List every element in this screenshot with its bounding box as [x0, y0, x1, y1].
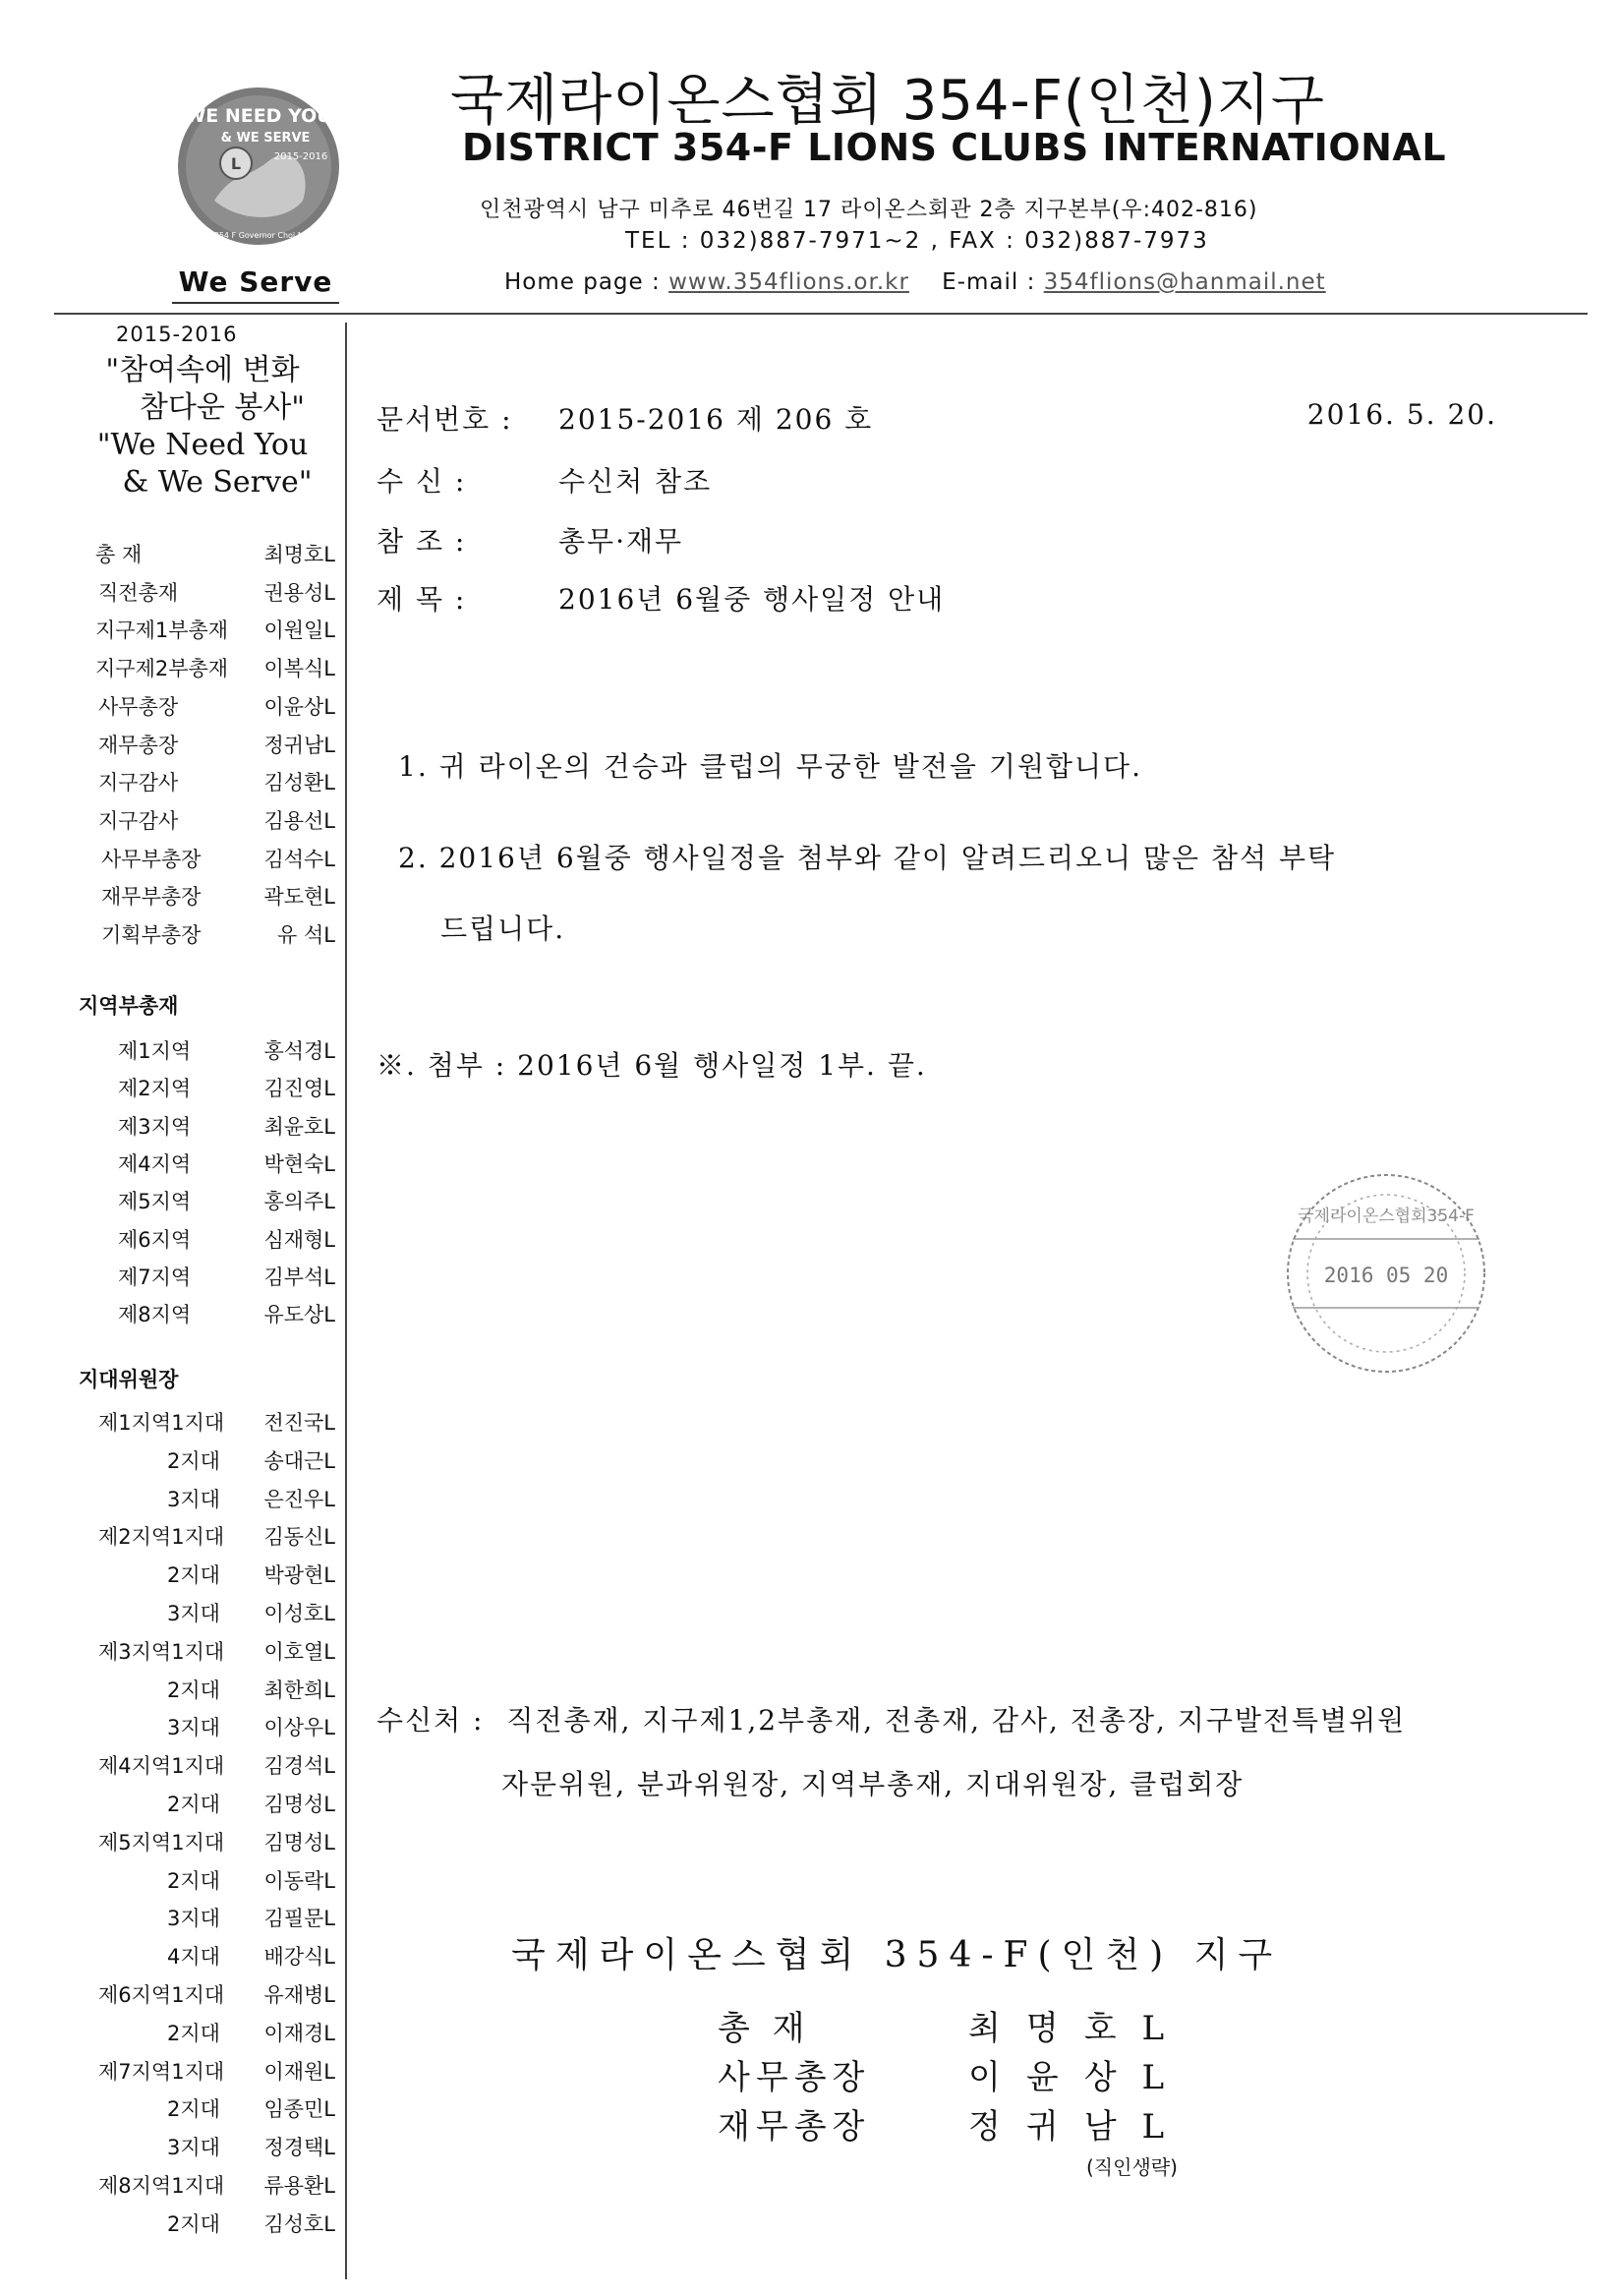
signer-row — [718, 2050, 1229, 2097]
sidebar-row-title: 2지대 — [167, 1563, 220, 1588]
sidebar-row-name: 홍석경L — [263, 1039, 335, 1063]
slogan-line: 참다운 봉사" — [139, 390, 306, 425]
sidebar-row — [74, 2132, 335, 2169]
sidebar-row-name: 류용환L — [263, 2174, 335, 2198]
sidebar-row-name: 정경택L — [263, 2136, 335, 2160]
sidebar-row-name: 김부석L — [263, 1265, 335, 1289]
signer-row — [718, 2001, 1229, 2048]
sidebar-row-title: 제1지역1지대 — [98, 1411, 225, 1435]
recipient: 수신처 참조 — [558, 465, 713, 498]
sidebar-year: 2015-2016 — [116, 323, 238, 346]
sidebar-row-title: 지구제1부총재 — [95, 618, 229, 643]
sidebar-row-name: 유 석L — [277, 923, 335, 947]
svg-text:2016 05 20: 2016 05 20 — [1323, 1264, 1449, 1287]
svg-text:국제라이온스협회354-F: 국제라이온스협회354-F — [1298, 1207, 1475, 1226]
signer-title: 사무총장 — [718, 2058, 871, 2097]
sidebar-row — [74, 2170, 335, 2208]
sidebar-row-name: 이동락L — [263, 1868, 335, 1893]
sidebar-row — [74, 1484, 335, 1521]
subject: 2016년 6월중 행사일정 안내 — [558, 583, 946, 616]
sidebar-row-title: 제8지역1지대 — [98, 2174, 225, 2198]
sidebar-row — [74, 577, 335, 615]
sidebar-row-title: 2지대 — [167, 1793, 220, 1816]
sidebar-row-name: 박현숙L — [263, 1151, 335, 1176]
sidebar-row-name: 김필문L — [263, 1907, 335, 1931]
sidebar-row-title: 3지대 — [167, 1487, 220, 1511]
sidebar-row-name: 전진국L — [263, 1411, 335, 1435]
paragraph-2: 2. 2016년 6월중 행사일정을 첨부와 같이 알려드리오니 많은 참석 부탁 — [398, 842, 1337, 874]
sidebar-row-title: 사무부총장 — [101, 847, 202, 871]
sidebar-row — [74, 1598, 335, 1635]
org-title-korean: 국제라이온스협회 354-F(인천)지구 — [450, 69, 1325, 133]
signer-name: 최명호L — [968, 2009, 1190, 2048]
sidebar-row — [74, 1636, 335, 1674]
sidebar-row — [74, 1299, 335, 1336]
paragraph-2-cont: 드립니다. — [440, 913, 566, 945]
sidebar-row-name: 이성호L — [263, 1602, 335, 1625]
paragraph-1: 1. 귀 라이온의 건승과 클럽의 무궁한 발전을 기원합니다. — [398, 750, 1142, 783]
slogan-line: & We Serve" — [122, 465, 313, 500]
sidebar-row-name: 박광현L — [263, 1563, 335, 1588]
sidebar-row — [74, 1750, 335, 1788]
homepage-label: Home page : — [504, 269, 669, 295]
sidebar-row-title: 2지대 — [167, 1678, 220, 1702]
sidebar-row-title: 제4지역1지대 — [98, 1754, 225, 1779]
tel-fax: TEL : 032)887-7971~2 , FAX : 032)887-7973 — [625, 228, 1209, 254]
sidebar-row — [74, 1521, 335, 1559]
sidebar-row-name: 김진영L — [263, 1077, 335, 1101]
sidebar-row-title: 재무총장 — [98, 733, 179, 757]
sidebar-row-name: 김명성L — [263, 1793, 335, 1816]
sidebar-row — [74, 1789, 335, 1826]
region-section-title: 지역부총재 — [79, 994, 179, 1018]
sidebar-row-name: 곽도현L — [263, 885, 335, 910]
sidebar-row — [74, 844, 335, 881]
web-contact — [504, 269, 1326, 295]
reference: 총무·재무 — [558, 525, 684, 558]
sidebar-row — [74, 1148, 335, 1186]
sidebar-row-name: 이원일L — [263, 618, 335, 643]
divider — [172, 302, 339, 304]
sidebar-row-title: 2지대 — [167, 2211, 220, 2236]
sidebar-row-title: 제5지역 — [118, 1190, 192, 1214]
doc-number: 2015-2016 제 206 호 — [558, 403, 874, 436]
email-label: E-mail : — [942, 269, 1044, 295]
sidebar-row-name: 최명호L — [263, 543, 335, 566]
sidebar-row-name: 최한희L — [263, 1678, 335, 1702]
recipients-row — [377, 1699, 1406, 1738]
sidebar-row-title: 제7지역 — [118, 1265, 192, 1289]
sidebar-row-name: 배강식L — [263, 1945, 335, 1970]
sidebar-row — [74, 539, 335, 576]
sidebar-row — [74, 919, 335, 957]
sidebar-row-name: 이재원L — [263, 2059, 335, 2084]
email-link[interactable]: 354flions@hanmail.net — [1043, 269, 1326, 295]
sidebar-row — [74, 1111, 335, 1148]
sidebar-row-name: 유재병L — [263, 1983, 335, 2007]
sidebar-row-title: 제1지역 — [118, 1039, 192, 1063]
sidebar-row — [74, 1827, 335, 1864]
sidebar-row-name: 김성호L — [263, 2211, 335, 2236]
sidebar-row — [74, 805, 335, 843]
homepage-link[interactable]: www.354flions.or.kr — [668, 269, 909, 295]
sidebar-row-title: 재무부총장 — [101, 885, 202, 910]
date-stamp — [1273, 1160, 1499, 1386]
sidebar-rule — [345, 323, 347, 2279]
sidebar-row-name: 이재경L — [263, 2021, 335, 2045]
sidebar-row-name: 이호열L — [263, 1639, 335, 1664]
attachment-note: ※. 첨부 : 2016년 6월 행사일정 1부. 끝. — [377, 1049, 927, 1082]
slogan — [61, 352, 344, 501]
sidebar-row — [74, 1035, 335, 1073]
signer-name: 정귀남L — [968, 2107, 1190, 2147]
sidebar-row — [74, 767, 335, 804]
doc-number-label: 문서번호 : — [377, 403, 513, 436]
address: 인천광역시 남구 미추로 46번길 17 라이온스회관 2층 지구본부(우:402-816) — [480, 198, 1258, 222]
sidebar-row — [74, 1224, 335, 1262]
sidebar-row-title: 직전총재 — [98, 580, 179, 605]
signer-name: 이윤상L — [968, 2058, 1190, 2097]
we-serve-label: We Serve — [178, 265, 333, 298]
signer-title: 총 재 — [718, 2009, 811, 2048]
sidebar-row — [74, 1445, 335, 1483]
sidebar-row — [74, 1865, 335, 1903]
sidebar-row-title: 3지대 — [167, 1907, 220, 1931]
sidebar-row-title: 2지대 — [167, 1868, 220, 1893]
sidebar-row-title: 지구감사 — [98, 808, 179, 833]
sidebar-row-name: 은진우L — [263, 1487, 335, 1511]
recipients-list-cont: 자문위원, 분과위원장, 지역부총재, 지대위원장, 클럽회장 — [501, 1768, 1245, 1800]
sidebar-row-title: 제4지역 — [118, 1151, 192, 1176]
sidebar-row-title: 제2지역 — [118, 1077, 192, 1101]
sidebar-row-title: 총 재 — [95, 543, 143, 566]
signer-title: 재무총장 — [718, 2107, 871, 2147]
reference-label: 참 조 : — [377, 525, 467, 558]
sidebar-row-title: 제3지역1지대 — [98, 1639, 225, 1664]
sidebar-row-title: 제8지역 — [118, 1303, 192, 1327]
sidebar-row-name: 이상우L — [263, 1716, 335, 1740]
slogan-line: "We Need You — [96, 428, 309, 462]
sidebar-row-title: 제2지역1지대 — [98, 1525, 225, 1550]
signature-org: 국제라이온스협회 354-F(인천) 지구 — [511, 1935, 1283, 1975]
sidebar-row — [74, 1262, 335, 1299]
sidebar-row-title: 2지대 — [167, 2097, 220, 2122]
sidebar-row — [74, 1560, 335, 1597]
recipient-label: 수 신 : — [377, 465, 467, 498]
svg-text:L: L — [230, 154, 242, 173]
sidebar-row-title: 2지대 — [167, 2021, 220, 2045]
zone-section-title: 지대위원장 — [79, 1368, 179, 1391]
sidebar-row-name: 김석수L — [263, 847, 335, 871]
sidebar-row-title: 3지대 — [167, 1716, 220, 1740]
org-title-english: DISTRICT 354-F LIONS CLUBS INTERNATIONAL — [462, 126, 1447, 169]
sidebar-row-title: 제6지역 — [118, 1227, 192, 1252]
sidebar-row-name: 정귀남L — [263, 733, 335, 757]
sidebar-row-title: 제5지역1지대 — [98, 1830, 225, 1854]
sidebar-row-title: 지구감사 — [98, 771, 179, 795]
sidebar-row-title: 지구제2부총재 — [95, 657, 229, 681]
sidebar-row-title: 3지대 — [167, 1602, 220, 1625]
sidebar-row-title: 사무총장 — [98, 694, 179, 719]
sidebar-row — [74, 1675, 335, 1712]
sidebar-row-name: 송대근L — [263, 1448, 335, 1473]
subject-label: 제 목 : — [377, 583, 467, 616]
sidebar-row-name: 이복식L — [263, 657, 335, 681]
svg-text:District 354 F Governor Choi M: District 354 F Governor Choi Myungho — [183, 231, 334, 240]
sidebar-row — [74, 653, 335, 690]
sidebar-row-name: 이윤상L — [263, 694, 335, 719]
sidebar-row — [74, 2093, 335, 2131]
recipients-list: 직전총재, 지구제1,2부총재, 전총재, 감사, 전총장, 지구발전특별위원 — [506, 1704, 1407, 1737]
sidebar-row-title: 제3지역 — [118, 1114, 192, 1139]
header-rule — [54, 313, 1588, 315]
lions-logo — [175, 83, 342, 250]
sidebar-row-name: 김용선L — [263, 808, 335, 833]
sidebar-row-title: 3지대 — [167, 2136, 220, 2160]
doc-date: 2016. 5. 20. — [1306, 398, 1497, 431]
svg-text:WE NEED YOU: WE NEED YOU — [185, 105, 332, 127]
sidebar-row — [74, 615, 335, 652]
sidebar-row-name: 유도상L — [263, 1303, 335, 1327]
sidebar-row — [74, 1979, 335, 2017]
sidebar-row — [74, 691, 335, 729]
sidebar-row — [74, 1407, 335, 1444]
svg-text:2015-2016: 2015-2016 — [273, 151, 328, 162]
sidebar-row — [74, 2056, 335, 2093]
sidebar-row-name: 임종민L — [263, 2097, 335, 2122]
sidebar-row-name: 김경석L — [263, 1754, 335, 1779]
sidebar-row — [74, 730, 335, 767]
sidebar-row — [74, 1186, 335, 1223]
sidebar-row — [74, 1073, 335, 1110]
sidebar-row-name: 김명성L — [263, 1830, 335, 1854]
sidebar-row — [74, 1712, 335, 1749]
slogan-line: "참여속에 변화 — [105, 353, 300, 387]
sidebar-row-name: 권용성L — [263, 580, 335, 605]
sidebar-row-title: 4지대 — [167, 1945, 220, 1970]
sidebar-row-title: 2지대 — [167, 1448, 220, 1473]
sidebar-row-name: 김동신L — [263, 1525, 335, 1550]
sidebar-row — [74, 1941, 335, 1978]
sidebar-row — [74, 1903, 335, 1940]
signer-row — [718, 2099, 1229, 2147]
sidebar-row — [74, 2018, 335, 2055]
sidebar-row-name: 김성환L — [263, 771, 335, 795]
recipients-label: 수신처 : — [377, 1704, 485, 1737]
svg-text:& WE SERVE: & WE SERVE — [220, 131, 311, 146]
sidebar-row-title: 제6지역1지대 — [98, 1983, 225, 2007]
sidebar-row — [74, 2208, 335, 2246]
sidebar-row-title: 기획부총장 — [101, 923, 202, 947]
sidebar-row-name: 홍의주L — [263, 1190, 335, 1214]
sidebar-row — [74, 881, 335, 918]
sidebar-row-title: 제7지역1지대 — [98, 2059, 225, 2084]
sidebar-row-name: 심재형L — [263, 1227, 335, 1252]
seal-omitted-note: (직인생략) — [1086, 2155, 1178, 2179]
sidebar-row-name: 최윤호L — [263, 1114, 335, 1139]
